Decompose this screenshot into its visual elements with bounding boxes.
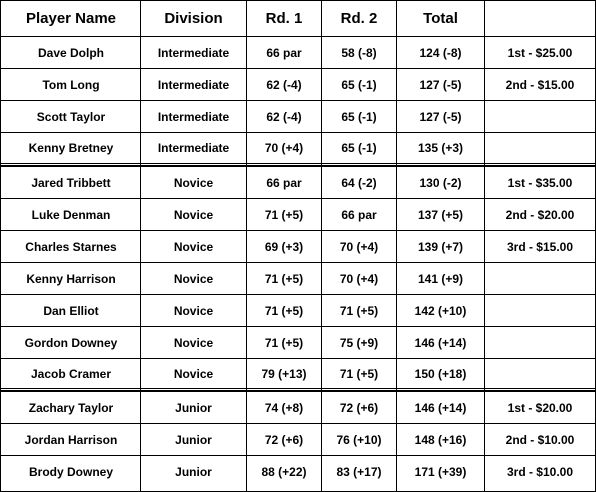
cell-round-2: 65 (-1) [341, 109, 377, 124]
cell-total: 142 (+10) [414, 303, 467, 318]
cell-round-1: 69 (+3) [264, 239, 304, 254]
cell-round-1: 66 par [266, 45, 302, 60]
cell-player-name: Jared Tribbett [31, 175, 111, 190]
cell-round-2: 83 (+17) [336, 464, 382, 479]
cell-total: 130 (-2) [419, 175, 462, 190]
cell-player-name: Kenny Harrison [26, 271, 116, 286]
cell-prize [485, 263, 595, 294]
cell-division: Novice [173, 207, 214, 222]
cell-player-name: Gordon Downey [24, 335, 118, 350]
cell-round-2: 71 (+5) [339, 366, 379, 381]
cell-round-2: 70 (+4) [339, 239, 379, 254]
cell-prize: 1st - $20.00 [507, 400, 573, 415]
cell-round-1: 70 (+4) [264, 141, 304, 155]
cell-round-1: 79 (+13) [261, 366, 307, 381]
cell-player-name: Dave Dolph [37, 45, 104, 60]
cell-total: 150 (+18) [414, 366, 467, 381]
cell-player-name: Scott Taylor [36, 109, 106, 124]
cell-prize: 3rd - $10.00 [506, 464, 574, 479]
cell-division: Junior [175, 464, 212, 479]
header-division: Division [164, 10, 223, 27]
cell-total: 148 (+16) [414, 432, 467, 447]
cell-prize: 2nd - $20.00 [505, 207, 575, 222]
cell-round-2: 71 (+5) [339, 303, 379, 318]
cell-prize [485, 133, 595, 163]
cell-round-1: 62 (-4) [266, 77, 302, 92]
cell-round-2: 64 (-2) [341, 175, 377, 190]
cell-round-1: 62 (-4) [266, 109, 302, 124]
cell-round-2: 70 (+4) [339, 271, 379, 286]
cell-round-2: 65 (-1) [341, 77, 377, 92]
cell-division: Intermediate [157, 141, 230, 155]
cell-total: 171 (+39) [414, 464, 467, 479]
cell-round-1: 72 (+6) [264, 432, 304, 447]
cell-round-1: 88 (+22) [261, 464, 307, 479]
cell-total: 146 (+14) [414, 335, 467, 350]
cell-player-name: Jacob Cramer [30, 366, 112, 381]
cell-total: 141 (+9) [417, 271, 464, 286]
cell-total: 146 (+14) [414, 400, 467, 415]
cell-division: Novice [173, 239, 214, 254]
cell-total: 124 (-8) [419, 45, 462, 60]
cell-prize [485, 359, 595, 388]
cell-prize [485, 101, 595, 132]
cell-total: 139 (+7) [417, 239, 464, 254]
cell-prize: 3rd - $15.00 [506, 239, 574, 254]
cell-round-2: 72 (+6) [339, 400, 379, 415]
cell-total: 127 (-5) [419, 109, 462, 124]
cell-prize: 2nd - $10.00 [505, 432, 575, 447]
cell-player-name: Dan Elliot [43, 303, 99, 318]
cell-total: 135 (+3) [417, 141, 464, 155]
cell-player-name: Charles Starnes [25, 239, 117, 254]
header-round-2: Rd. 2 [340, 10, 378, 27]
cell-division: Junior [175, 432, 212, 447]
cell-division: Intermediate [157, 109, 230, 124]
cell-division: Novice [173, 366, 214, 381]
cell-division: Novice [173, 175, 214, 190]
header-prize [485, 1, 595, 36]
cell-division: Intermediate [157, 77, 230, 92]
cell-division: Intermediate [157, 45, 230, 60]
header-round-1: Rd. 1 [265, 10, 303, 27]
header-total: Total [423, 10, 458, 27]
cell-division: Novice [173, 271, 214, 286]
row-divider [1, 163, 595, 164]
cell-total: 137 (+5) [417, 207, 464, 222]
cell-division: Junior [175, 400, 212, 415]
cell-prize: 1st - $35.00 [507, 175, 573, 190]
cell-round-1: 74 (+8) [264, 400, 304, 415]
cell-prize: 1st - $25.00 [507, 45, 573, 60]
row-divider [1, 388, 595, 389]
group-separator-line [1, 165, 595, 166]
cell-round-2: 58 (-8) [341, 45, 377, 60]
cell-prize [485, 327, 595, 358]
cell-player-name: Zachary Taylor [28, 400, 114, 415]
cell-round-1: 66 par [266, 175, 302, 190]
cell-player-name: Kenny Bretney [28, 141, 114, 155]
cell-prize [485, 295, 595, 326]
cell-round-2: 76 (+10) [336, 432, 382, 447]
cell-round-1: 71 (+5) [264, 271, 304, 286]
cell-round-2: 75 (+9) [339, 335, 379, 350]
cell-player-name: Jordan Harrison [24, 432, 118, 447]
header-player-name: Player Name [25, 10, 117, 27]
cell-round-1: 71 (+5) [264, 303, 304, 318]
cell-total: 127 (-5) [419, 77, 462, 92]
cell-prize: 2nd - $15.00 [505, 77, 575, 92]
cell-round-2: 65 (-1) [341, 141, 377, 155]
cell-division: Novice [173, 335, 214, 350]
group-separator-line [1, 390, 595, 391]
cell-round-1: 71 (+5) [264, 207, 304, 222]
cell-player-name: Brody Downey [28, 464, 113, 479]
cell-round-2: 66 par [341, 207, 377, 222]
cell-division: Novice [173, 303, 214, 318]
cell-player-name: Luke Denman [31, 207, 111, 222]
cell-round-1: 71 (+5) [264, 335, 304, 350]
cell-player-name: Tom Long [42, 77, 100, 92]
